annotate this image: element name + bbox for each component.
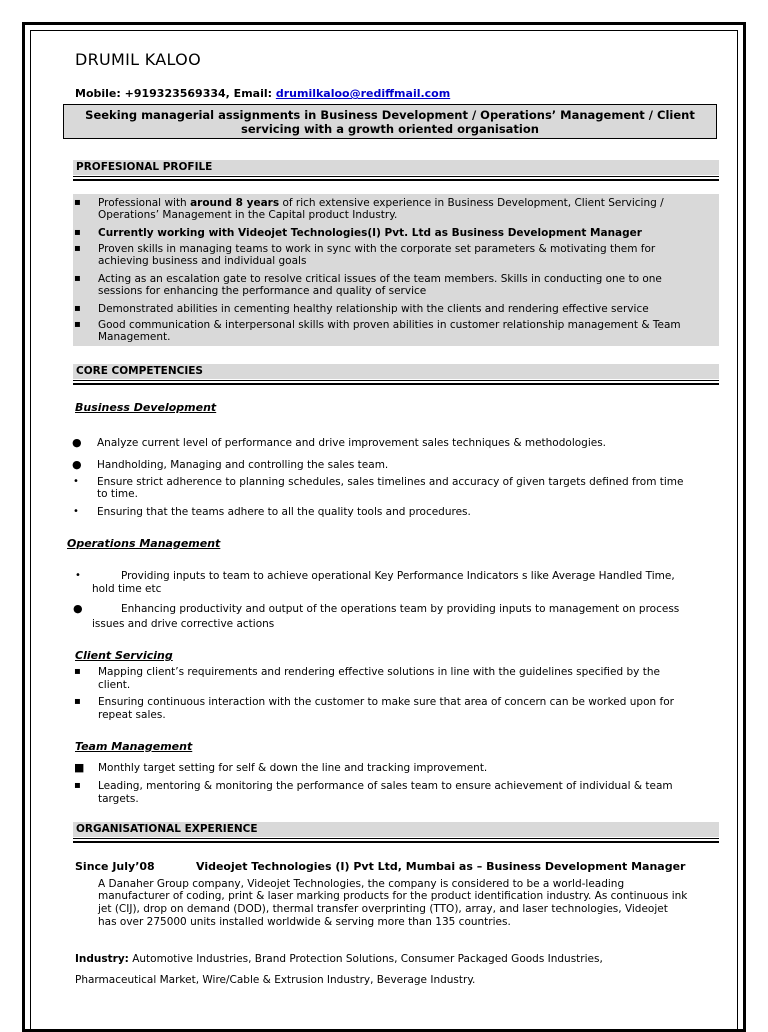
bullet-icon: • bbox=[75, 570, 81, 581]
candidate-name: DRUMIL KALOO bbox=[75, 50, 201, 69]
email-link[interactable]: drumilkaloo@rediffmail.com bbox=[275, 87, 451, 100]
bullet-icon: ▪ bbox=[74, 243, 81, 254]
list-item: Monthly target setting for self & down the line and tracking improvement. bbox=[98, 762, 488, 774]
divider bbox=[73, 838, 719, 839]
bullet-icon: ▪ bbox=[74, 666, 81, 677]
list-item: Proven skills in managing teams to work in sync with the corporate set parameters & motivating them for bbox=[98, 243, 656, 255]
list-item: Leading, mentoring & monitoring the performance of sales team to ensure achievement of individual & team bbox=[98, 780, 673, 792]
divider bbox=[73, 176, 719, 177]
bullet-icon: ▪ bbox=[74, 303, 81, 314]
divider bbox=[73, 841, 719, 843]
bullet-icon: ▪ bbox=[74, 780, 81, 791]
list-item: Demonstrated abilities in cementing healthy relationship with the clients and rendering effective service bbox=[98, 303, 649, 315]
section-heading-profile: PROFESIONAL PROFILE bbox=[73, 160, 719, 175]
bullet-icon: ● bbox=[73, 602, 83, 615]
list-item-cont: targets. bbox=[98, 793, 139, 805]
job-start-date: Since July’08 bbox=[75, 860, 155, 873]
bullet-icon: ▪ bbox=[74, 273, 81, 284]
list-item: Enhancing productivity and output of the operations team by providing inputs to management on process bbox=[121, 603, 680, 615]
subheading-business-development: Business Development bbox=[75, 401, 217, 414]
bullet-icon: ▪ bbox=[74, 319, 81, 330]
subheading-team-management: Team Management bbox=[75, 740, 193, 753]
objective-box bbox=[63, 104, 717, 139]
company-description-line: A Danaher Group company, Videojet Technologies, the company is considered to be a world-leading bbox=[98, 878, 625, 890]
list-item: Handholding, Managing and controlling the sales team. bbox=[97, 459, 389, 471]
list-item: Good communication & interpersonal skills with proven abilities in customer relationship management & Team bbox=[98, 319, 681, 331]
list-item-cont: issues and drive corrective actions bbox=[92, 618, 275, 630]
bullet-icon: • bbox=[73, 506, 79, 517]
job-title-company: Videojet Technologies (I) Pvt Ltd, Mumbai as – Business Development Manager bbox=[196, 860, 686, 873]
list-item-cont: to time. bbox=[97, 488, 138, 500]
bullet-icon: ▪ bbox=[74, 197, 81, 208]
bullet-icon: • bbox=[73, 476, 79, 487]
objective-line-2: servicing with a growth oriented organisation bbox=[241, 122, 539, 136]
list-item-cont: Operations’ Management in the Capital product Industry. bbox=[98, 209, 398, 221]
company-description-line: jet (CIJ), drop on demand (DOD), thermal transfer overprinting (TTO), array, and laser technologies, Videojet bbox=[98, 903, 668, 915]
list-item: Ensuring continuous interaction with the customer to make sure that area of concern can be worked upon for bbox=[98, 696, 674, 708]
objective-line-1: Seeking managerial assignments in Business Development / Operations’ Management / Client bbox=[85, 108, 695, 122]
list-item: Ensuring that the teams adhere to all the quality tools and procedures. bbox=[97, 506, 471, 518]
bullet-icon: ▪ bbox=[74, 696, 81, 707]
subheading-client-servicing: Client Servicing bbox=[75, 649, 173, 662]
list-item-cont: repeat sales. bbox=[98, 709, 166, 721]
industry-values: Automotive Industries, Brand Protection Solutions, Consumer Packaged Goods Industries, bbox=[128, 953, 603, 965]
industry-line bbox=[75, 953, 603, 965]
bullet-icon: ▪ bbox=[74, 227, 81, 238]
company-description-line: has over 275000 units installed worldwide & serving more than 135 countries. bbox=[98, 916, 511, 928]
list-item-cont: hold time etc bbox=[92, 583, 162, 595]
section-heading-competencies: CORE COMPETENCIES bbox=[73, 364, 719, 379]
divider bbox=[73, 383, 719, 385]
list-item: Analyze current level of performance and drive improvement sales techniques & methodologies. bbox=[97, 437, 607, 449]
list-item-cont: sessions for enhancing the performance and quality of service bbox=[98, 285, 427, 297]
list-item: Currently working with Videojet Technologies(I) Pvt. Ltd as Business Development Manager bbox=[98, 227, 642, 239]
list-item-cont: achieving business and individual goals bbox=[98, 255, 307, 267]
industry-label: Industry: bbox=[75, 953, 129, 965]
industry-line-cont: Pharmaceutical Market, Wire/Cable & Extrusion Industry, Beverage Industry. bbox=[75, 974, 476, 986]
list-item-cont: client. bbox=[98, 679, 131, 691]
subheading-operations-management: Operations Management bbox=[67, 537, 221, 550]
section-heading-experience: ORGANISATIONAL EXPERIENCE bbox=[73, 822, 719, 837]
list-item: Ensure strict adherence to planning schedules, sales timelines and accuracy of given targets defined from time bbox=[97, 476, 684, 488]
list-item: Acting as an escalation gate to resolve critical issues of the team members. Skills in conducting one to one bbox=[98, 273, 662, 285]
bullet-icon: ● bbox=[72, 436, 82, 449]
company-description-line: manufacturer of coding, print & laser marking products for the product identification industry. As continuous ink bbox=[98, 890, 688, 902]
divider bbox=[73, 179, 719, 181]
bullet-icon: ● bbox=[72, 458, 82, 471]
mobile-label: Mobile: +919323569334, Email: bbox=[75, 87, 276, 100]
list-item-cont: Management. bbox=[98, 331, 171, 343]
list-item: Mapping client’s requirements and rendering effective solutions in line with the guidelines specified by the bbox=[98, 666, 660, 678]
bullet-icon: ■ bbox=[74, 761, 85, 774]
divider bbox=[73, 380, 719, 381]
list-item: Providing inputs to team to achieve operational Key Performance Indicators s like Average Handled Time, bbox=[121, 570, 675, 582]
list-item: Professional with around 8 years of rich extensive experience in Business Development, Client Servicing / bbox=[98, 197, 664, 209]
contact-line bbox=[75, 87, 450, 100]
